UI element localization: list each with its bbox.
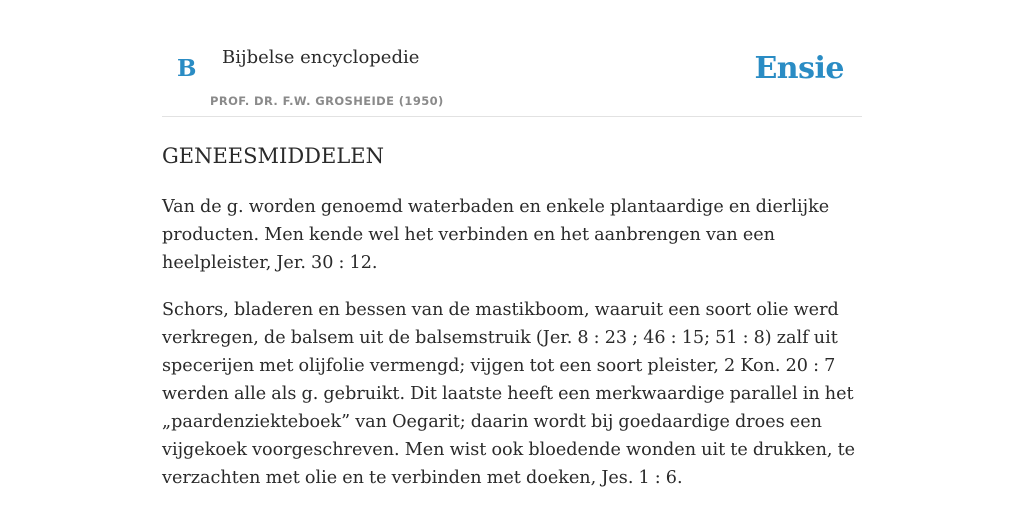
entry-paragraph-2: Schors, bladeren en bessen van de mastikboom, waaruit een soort olie werd verkregen, de balsem uit de balsemstruik (Jer. 8 : 23 ; 46 : 15; 51 : 8) zalf uit specerijen met olijfolie vermengd; vijgen tot een soort pleister, 2 Kon. 20 : 7 werden alle als g. gebruikt. Dit laatste heeft een merkwaardige parallel in het „paardenziekteboek” van Oegarit; daarin wordt bij goedaardige droes een vijgekoek voorgeschreven. Men wist ook bloedende wonden uit te drukken, te verzachten met olie en te verbinden met doeken, Jes. 1 : 6. (162, 300, 856, 488)
ensie-logo[interactable]: Ensie (754, 51, 844, 86)
author-byline: PROF. DR. F.W. GROSHEIDE (1950) (210, 94, 444, 108)
page-container (162, 0, 862, 492)
entry-paragraph-1: Van de g. worden genoemd waterbaden en enkele plantaardige en dierlijke producten. Men kende wel het verbinden en het aanbrengen van een heelpleister, Jer. 30 : 12. (162, 197, 830, 273)
page-header (162, 0, 862, 117)
book-title-link[interactable]: Bijbelse encyclopedie (222, 47, 420, 68)
book-logo[interactable]: B (177, 55, 197, 82)
entry-title: GENEESMIDDELEN (162, 144, 384, 168)
